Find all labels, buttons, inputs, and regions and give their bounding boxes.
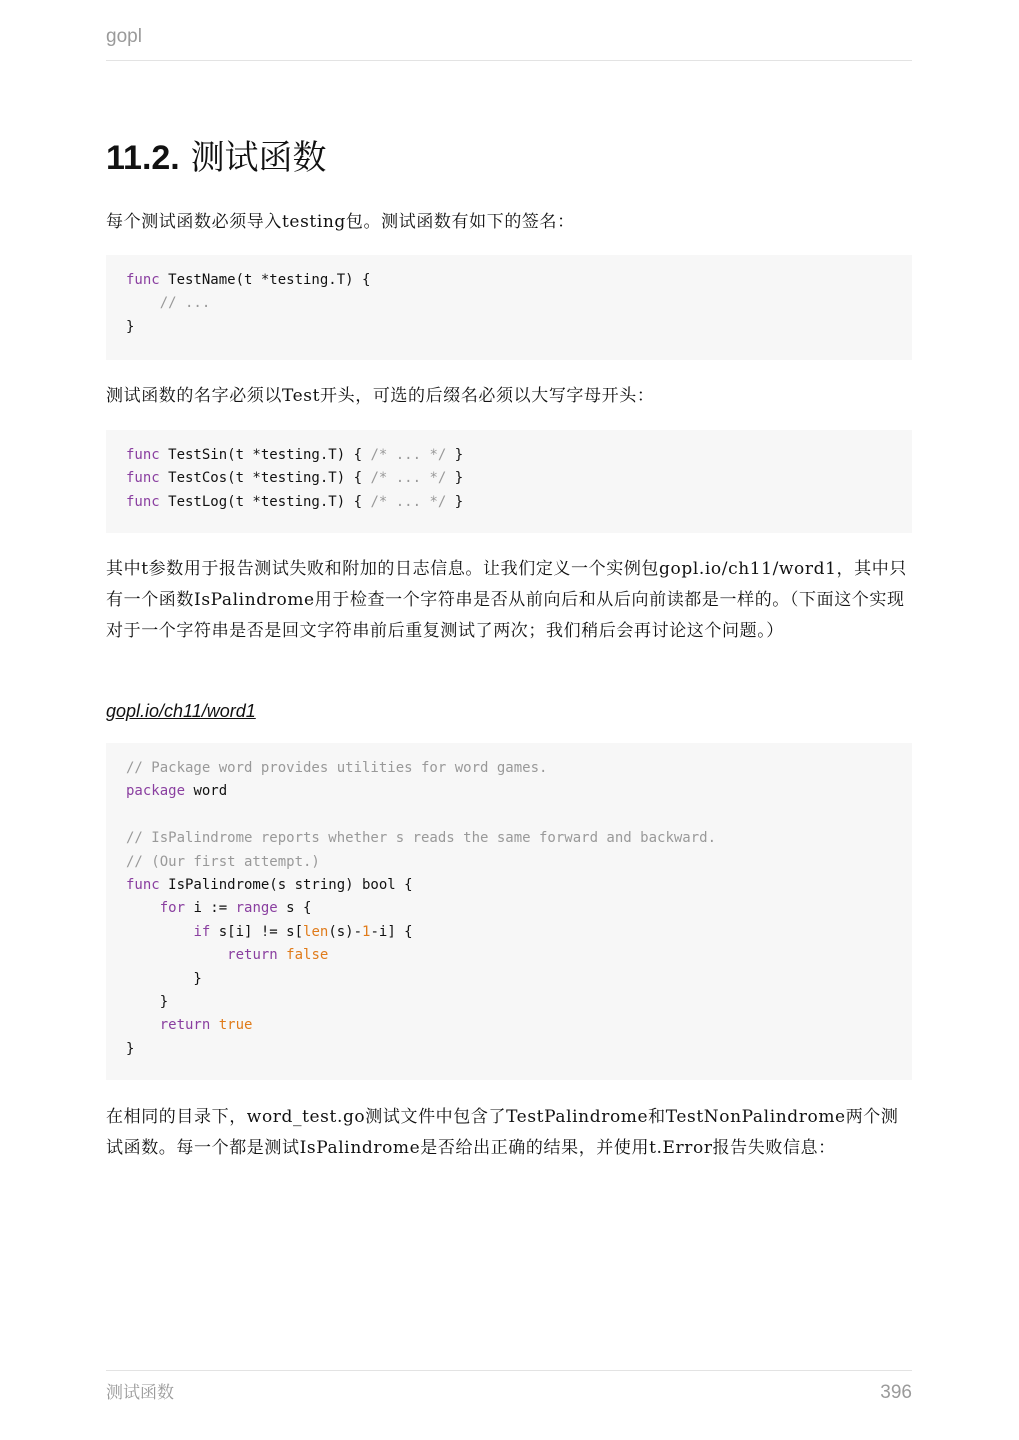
code-line <box>126 467 892 490</box>
paragraph-intro: 每个测试函数必须导入testing包。测试函数有如下的签名： <box>106 212 575 232</box>
book-header: gopl <box>106 26 142 47</box>
code-token: return <box>159 1017 211 1034</box>
code-token: func <box>126 470 160 487</box>
code-line <box>126 968 892 991</box>
section-title <box>106 136 327 180</box>
code-token <box>278 947 286 963</box>
code-token: } <box>126 318 135 335</box>
code-token: range <box>235 900 278 917</box>
code-token <box>126 924 193 940</box>
code-line <box>126 804 892 827</box>
code-line <box>126 780 892 803</box>
code-token: false <box>286 947 329 964</box>
code-line <box>126 921 892 944</box>
code-line <box>126 1038 892 1061</box>
code-token: TestSin(t *testing.T) { <box>159 447 371 463</box>
code-token <box>210 1017 218 1033</box>
code-token <box>126 900 160 916</box>
code-token: i := <box>185 900 236 917</box>
code-token: TestCos(t *testing.T) { <box>159 470 371 487</box>
code-line <box>126 851 892 874</box>
code-line <box>126 444 892 467</box>
code-token: // (Our first attempt.) <box>126 853 320 870</box>
footer-chapter: 测试函数 <box>106 1383 174 1403</box>
code-token: // Package word provides utilities for word games. <box>126 760 548 776</box>
code-token: func <box>126 493 160 510</box>
code-token: /* ... */ <box>370 447 447 463</box>
code-block-examples <box>106 430 912 533</box>
code-token: TestLog(t *testing.T) { <box>159 493 371 510</box>
code-token: /* ... */ <box>370 493 447 510</box>
code-line <box>126 757 892 780</box>
code-line <box>126 827 892 850</box>
code-token: s[i] != s[ <box>210 923 304 940</box>
code-token: } <box>446 447 464 463</box>
code-token: } <box>126 970 202 987</box>
paragraph-word1: 其中t参数用于报告测试失败和附加的日志信息。让我们定义一个实例包gopl.io/ch11/word1，其中只有一个函数IsPalindrome用于检查一个字符串是否从前向后和从后向前读都是一样的。（下面这个实现对于一个字符串是否是回文字符串前后重复测试了两次；我们稍后会再讨论这个问题。） <box>106 559 907 641</box>
code-token <box>126 947 227 963</box>
page-number: 396 <box>880 1382 912 1403</box>
footer-divider <box>106 1370 912 1371</box>
code-token: 1 <box>362 923 371 940</box>
section-number: 11.2. <box>106 139 180 177</box>
code-block-signature <box>106 255 912 360</box>
code-token: TestName(t *testing.T) { <box>159 272 371 288</box>
code-token: } <box>446 493 464 510</box>
section-title-text: 测试函数 <box>190 138 327 178</box>
code-line <box>126 897 892 920</box>
code-line <box>126 1014 892 1037</box>
code-line <box>126 292 892 315</box>
code-token: // ... <box>126 295 211 312</box>
code-line <box>126 944 892 967</box>
code-token: IsPalindrome(s string) bool { <box>159 876 413 893</box>
code-token: } <box>126 1040 135 1057</box>
code-token: return <box>227 947 278 964</box>
code-token: /* ... */ <box>370 470 447 487</box>
code-token: func <box>126 876 160 893</box>
code-token: func <box>126 272 160 288</box>
code-token: for <box>159 900 186 917</box>
code-token: package <box>126 783 186 800</box>
code-line <box>126 491 892 514</box>
code-token: word <box>185 783 228 800</box>
code-token: -i] { <box>370 923 413 940</box>
source-link[interactable]: gopl.io/ch11/word1 <box>106 701 256 721</box>
code-token: len <box>303 923 329 940</box>
header-divider <box>106 60 912 61</box>
code-line <box>126 316 892 339</box>
code-line <box>126 269 892 292</box>
code-line <box>126 874 892 897</box>
code-block-word1 <box>106 743 912 1080</box>
code-token: if <box>193 923 211 940</box>
code-token: // IsPalindrome reports whether s reads the same forward and backward. <box>126 830 717 847</box>
paragraph-tests: 在相同的目录下，word_test.go测试文件中包含了TestPalindrome和TestNonPalindrome两个测试函数。每一个都是测试IsPalindrome是否给出正确的结果，并使用t.Error报告失败信息： <box>106 1107 899 1158</box>
code-token: (s)- <box>328 923 363 940</box>
code-token: s { <box>277 900 312 917</box>
code-token: } <box>446 470 464 487</box>
code-token: true <box>218 1017 253 1034</box>
code-token: } <box>126 993 169 1010</box>
paragraph-naming: 测试函数的名字必须以Test开头，可选的后缀名必须以大写字母开头： <box>106 386 655 406</box>
code-token <box>126 1017 160 1033</box>
code-line <box>126 991 892 1014</box>
code-token: func <box>126 447 160 463</box>
